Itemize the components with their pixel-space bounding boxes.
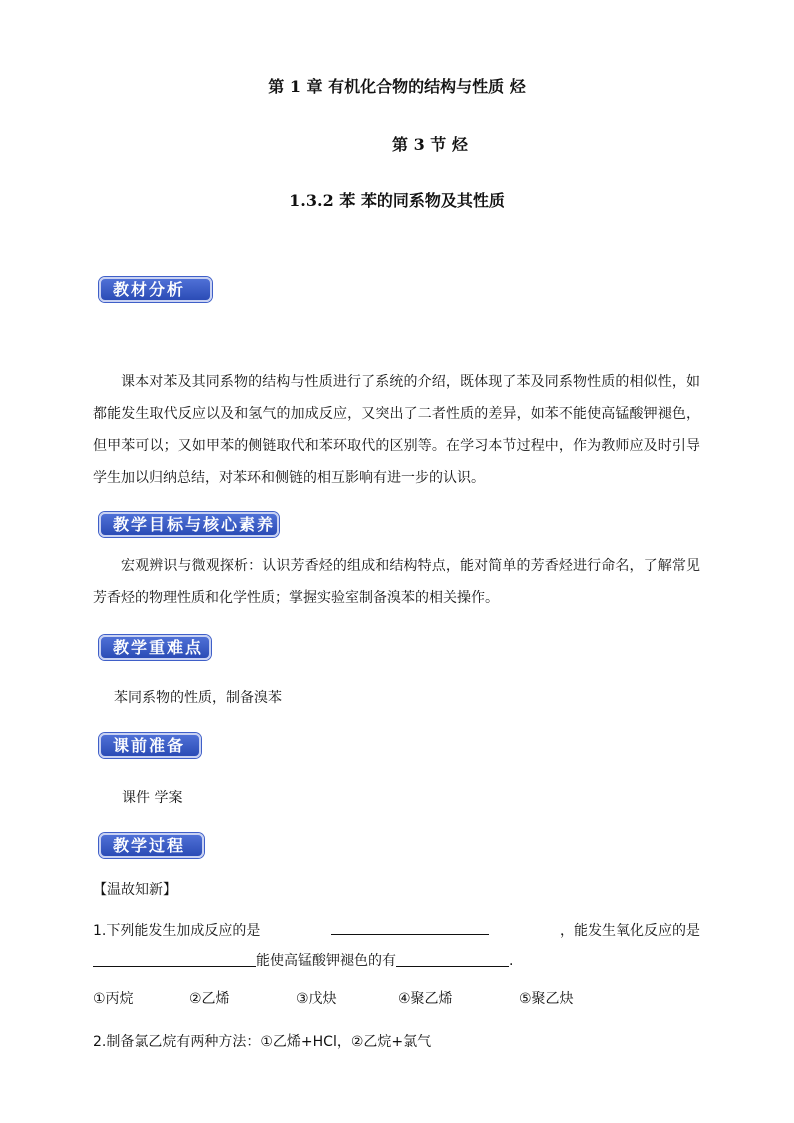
section-title: 第 3 节 烃 bbox=[392, 135, 468, 154]
question-1-part-3: 能使高锰酸钾褪色的有 bbox=[256, 953, 396, 969]
answer-blank-2[interactable] bbox=[93, 952, 256, 967]
question-2: 2.制备氯乙烷有两种方法：①乙烯+HCl，②乙烷+氯气 bbox=[93, 1034, 432, 1050]
chapter-title: 第 1 章 有机化合物的结构与性质 烃 bbox=[268, 77, 526, 96]
analysis-text: 课本对苯及其同系物的结构与性质进行了系统的介绍，既体现了苯及同系物性质的相似性，如都能发生取代反应以及和氢气的加成反应，又突出了二者性质的差异，如苯不能使高锰酸钾褪色，但甲苯可以；又如甲苯的侧链取代和苯环取代的区别等。在学习本节过程中，作为教师应及时引导学生加以归纳总结，对苯环和侧链的相互影响有进一步的认识。 bbox=[93, 374, 700, 486]
keypoints-text: 苯同系物的性质，制备溴苯 bbox=[114, 690, 282, 706]
question-1-part-2: ，能发生氧化反应的是 bbox=[559, 923, 700, 939]
answer-blank-1[interactable] bbox=[331, 920, 489, 935]
prep-badge: 课前准备 bbox=[99, 733, 201, 758]
answer-blank-3[interactable] bbox=[396, 952, 509, 967]
review-title: 【温故知新】 bbox=[93, 882, 177, 898]
prep-text: 课件 学案 bbox=[122, 790, 183, 806]
goals-text: 宏观辨识与微观探析：认识芳香烃的组成和结构特点，能对简单的芳香烃进行命名，了解常见芳香烃的物理性质和化学性质；掌握实验室制备溴苯的相关操作。 bbox=[93, 558, 700, 606]
option-3: ③戊炔 bbox=[296, 991, 337, 1007]
option-1: ①丙烷 bbox=[93, 991, 134, 1007]
goals-badge: 教学目标与核心素养 bbox=[99, 512, 279, 537]
keypoints-badge: 教学重难点 bbox=[99, 635, 211, 660]
option-4: ④聚乙烯 bbox=[398, 991, 453, 1007]
analysis-badge: 教材分析 bbox=[99, 277, 212, 302]
question-1-end: . bbox=[509, 953, 514, 969]
lesson-title: 1.3.2 苯 苯的同系物及其性质 bbox=[289, 191, 505, 210]
question-1-line-2 bbox=[93, 950, 513, 970]
question-1-part-1: 1.下列能发生加成反应的是 bbox=[93, 923, 261, 939]
question-1-line-1 bbox=[93, 920, 700, 940]
process-badge: 教学过程 bbox=[99, 833, 204, 858]
option-2: ②乙烯 bbox=[189, 991, 230, 1007]
option-5: ⑤聚乙炔 bbox=[519, 991, 574, 1007]
